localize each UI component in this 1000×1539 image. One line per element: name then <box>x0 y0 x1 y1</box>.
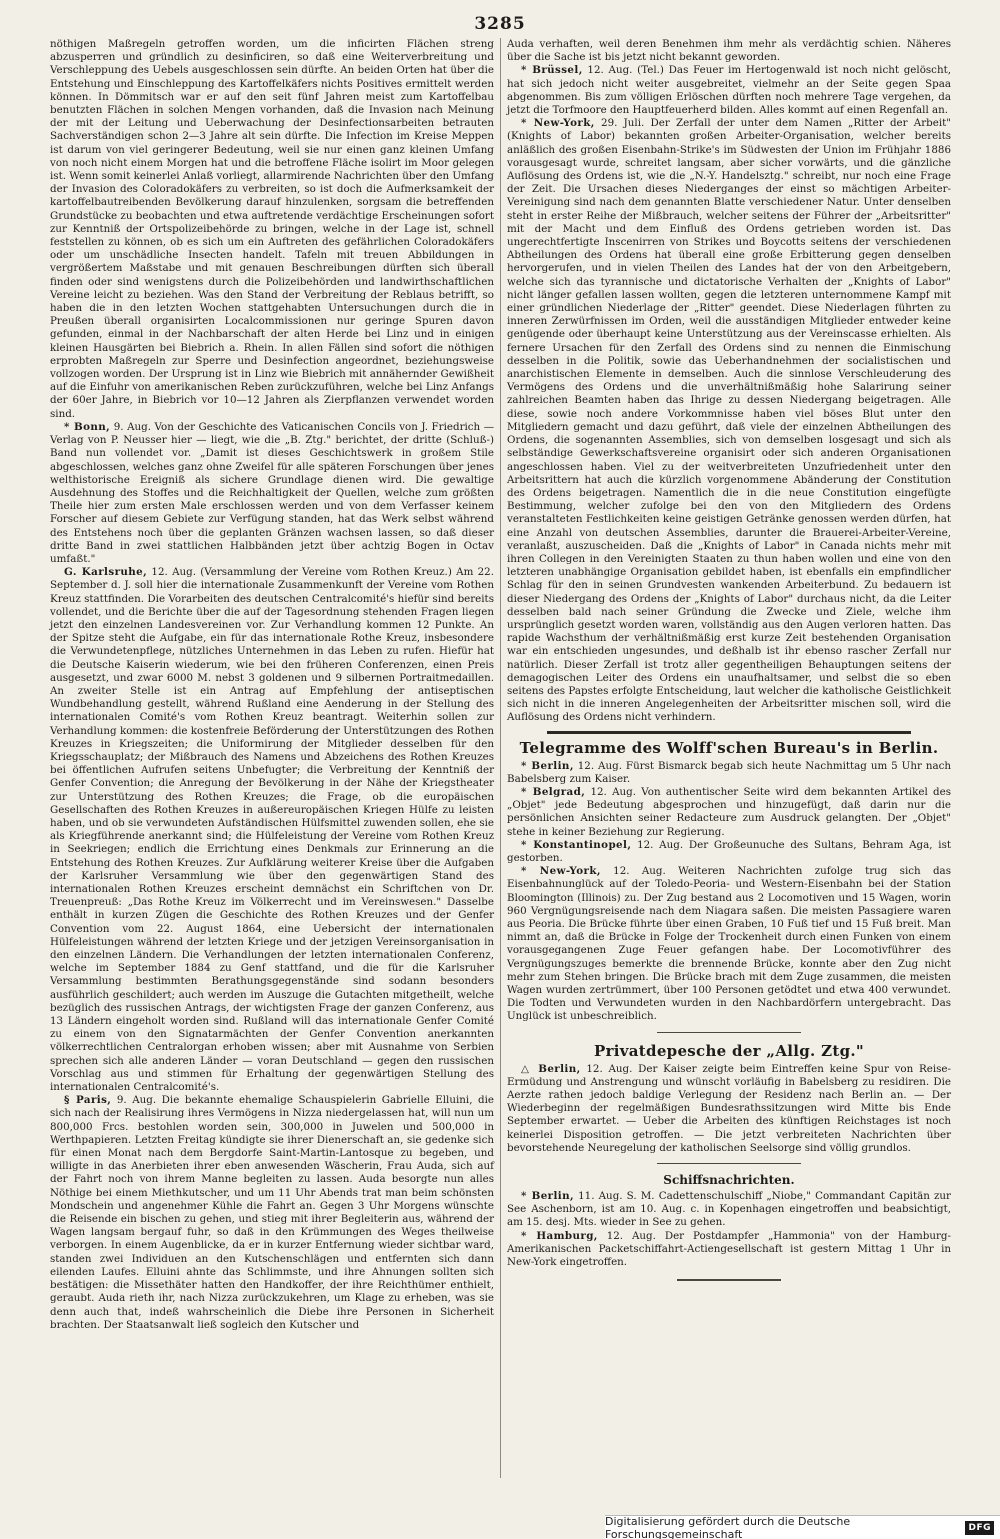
article-paris-text: 9. Aug. Die bekannte ehemalige Schauspielerin Gabrielle Elluini, die sich nach der Realisirung ihres Vermögens in Nizza niedergelassen hat, will nun um 800,000 Frcs. bestohlen worden sein, 300,000 in Juwelen und 500,000 in Werthpapieren. Letzten Freitag kündigte sie ihrer Dienerschaft an, sie gedenke sich für einen Monat nach dem Bergdorfe Saint-Martin-Lantosque zu begeben, und willigte in das Anerbieten ihrer eben anwesenden Wäscherin, Frau Auda, sich auf der Fahrt noch von ihrem Manne begleiten zu lassen. Auda besorgte nun alles Nöthige bei einem Miethkutscher, und um 11 Uhr Abends trat man beim schönsten Mondschein und angenehmer Kühle die Fahrt an. Gegen 3 Uhr Morgens wünschte die Reisende ein bischen zu gehen, und stieg mit ihrer Begleiterin aus, während der Wagen langsam bergauf fuhr, so daß in den Krümmungen des Weges theilweise verborgen. In einem Augenblicke, da er in kurzer Entfernung wieder sichtbar ward, standen zwei Individuen an den Kutschenschlägen und entfernten sich dann eilenden Laufes. Elluini ahnte das Schlimmste, und ihre Ahnungen sollten sich bestätigen: die Missethäter hatten den Handkoffer, der ihre Reichthümer enthielt, geraubt. Auda rieth ihr, nach Nizza zurückzukehren, um Klage zu erheben, was sie denn auch that, indeß wahrscheinlich die Diebe ihre Personen in Sicherheit brachten. Der Staatsanwalt ließ sogleich den Kutscher und <box>50 1094 494 1331</box>
article-newyork-text: 29. Juli. Der Zerfall der unter dem Namen „Ritter der Arbeit" (Knights of Labor) bekannten großen Arbeiter-Organisation, welcher bereits anläßlich des großen Eisenbahn-Strike's im Südwesten der Union im Frühjahr 1886 vorausgesagt wurde, schreitet langsam, aber sicher vorwärts, und die gänzliche Auflösung des Ordens ist, wie die „N.-Y. Handelsztg." schreibt, nur noch eine Frage der Zeit. Die Ursachen dieses Niederganges der einst so mächtigen Arbeiter-Vereinigung sind nach dem genannten Blatte verschiedener Natur. Unter denselben steht in erster Reihe der Mißbrauch, welcher seitens der Führer der „Arbeitsritter" mit der Macht und dem Einfluß des Ordens getrieben worden ist. Das ungerechtfertigte Inscenirren von Strikes und Boycotts seitens der verschiedenen Abtheilungen des Ordens hat überall eine große Erbitterung gegen denselben hervorgerufen, und in vielen Theilen des Landes hat der von den Arbeitgebern, welche sich das tyrannische und dictatorische Verhalten der „Knights of Labor" nicht länger gefallen lassen wollten, gegen die letzteren unternommene Kampf mit einer gründlichen Niederlage der „Ritter" geendet. Diese Niederlagen führten zu inneren Zerwürfnissen im Orden, weil die ausständigen Mitglieder entweder keine genügende oder überhaupt keine Unterstützung aus der Vereinscasse erhielten. Als fernere Ursachen für den Zerfall des Ordens sind zu nennen die Einmischung desselben in die Politik, sowie das Ueberhandnehmen der socialistischen und anarchistischen Elemente in demselben. Auch die sinnlose Verschleuderung des Vermögens des Ordens und die unverhältnißmäßig hohe Salarirung seiner zahlreichen Beamten haben das Ihrige zu dessen Niedergang beigetragen. Alle diese, sowie noch andere Vorkommnisse haben viel böses Blut unter den Mitgliedern gemacht und dazu geführt, daß viele der einzelnen Abtheilungen des Ordens, die sogenannten Assemblies, sich von demselben losgesagt und sich als selbständige Gewerkschaftsvereine organisirt oder sich anderen Organisationen angeschlossen haben. Viel zu der weitverbreiteten Unzufriedenheit unter den Arbeitsrittern hat auch die kürzlich vorgenommene Abänderung der Constitution des Ordens beigetragen. Namentlich die in die neue Constitution eingefügte Bestimmung, welcher zufolge bei den von den Mitgliedern des Ordens veranstalteten Festlichkeiten keine geistigen Getränke genossen werden dürfen, hat eine Anzahl von deutschen Assemblies, darunter die Brauerei-Arbeiter-Vereine, veranlaßt, auszuscheiden. Daß die „Knights of Labor" in Canada nichts mehr mit ihren Collegen in den Vereinigten Staaten zu thun haben wollen und eine von den letzteren unabhängige Organisation gebildet haben, ist ebenfalls ein empfindlicher Schlag für den in seinen Grundvesten wankenden Arbeiterbund. Zu bedauern ist dieser Niedergang des Ordens der „Knights of Labor" durchaus nicht, da die Leiter desselben bald nach seiner Gründung die Zwecke und Ziele, welche ihm ursprünglich gesetzt worden waren, vollständig aus den Augen verloren hatten. Das rapide Wachsthum der verhältnißmäßig erst kurze Zeit bestehenden Organisation war ein entschieden ungesundes, und deßhalb ist ihr ebenso rascher Zerfall nur natürlich. Dieser Zerfall ist trotz aller gegentheiligen Behauptungen seitens der demagogischen Leiter des Ordens ein unaufhaltsamer, und selbst die so eben seitens des Papstes erfolgte Entscheidung, laut welcher die katholische Geistlichkeit sich nicht in die inneren Angelegenheiten der Arbeitsritter mischen soll, wird die Auflösung des Ordens nicht verhindern. <box>507 117 951 724</box>
ship-hamburg <box>507 1230 951 1270</box>
left-column <box>50 38 494 1332</box>
dispatch-berlin-text: 12. Aug. Der Kaiser zeigte beim Eintreffen keine Spur von Reise-Ermüdung und Anstrengung und wünscht vorläufig in Babelsberg zu residiren. Die Aerzte rathen jedoch baldige Verlegung der Residenz nach Berlin an. — Der Wiederbeginn der regelmäßigen Bundesrathssitzungen wird Mitte bis Ende September erwartet. — Ueber die Arbeiten des künftigen Reichstages ist noch keinerlei Disposition getroffen. — Die jetzt verbreiteten Nachrichten über bevorstehende Neuregelung der katholischen Seelsorge sind völlig grundlos. <box>507 1062 951 1154</box>
article-karlsruhe-text: 12. Aug. (Versammlung der Vereine vom Rothen Kreuz.) Am 22. September d. J. soll hier die internationale Zusammenkunft der Vereine vom Rothen Kreuz stattfinden. Die Vorarbeiten des deutschen Centralcomité's hiefür sind bereits vollendet, und die Berichte über die auf der Tagesordnung stehenden Fragen liegen jetzt den einzelnen Landesvereinen vor. Zur Verhandlung kommen 12 Punkte. An der Spitze steht die Aufgabe, ein für das internationale Rothe Kreuz, insbesondere die Verwundetenpflege, nützliches Unternehmen in das Leben zu rufen. Hiefür hat die Deutsche Kaiserin wiederum, wie bei den früheren Conferenzen, einen Preis ausgesetzt, und zwar 6000 M. nebst 3 goldenen und 9 silbernen Portraitmedaillen. An zweiter Stelle ist ein Antrag auf Empfehlung der antiseptischen Wundbehandlung gestellt, während Rußland eine Aenderung in der Stellung des internationalen Comité's vom Rothen Kreuz beantragt. Weiterhin sollen zur Verhandlung kommen: die kostenfreie Beförderung der Unterstützungen des Rothen Kreuzes in Kriegszeiten; die Uniformirung der Mitglieder desselben für den Kriegsschauplatz; der Mißbrauch des Namens und Abzeichens des Rothen Kreuzes bei öffentlichen Aufrufen seitens Unbefugter; die Verbreitung der Kenntniß der Genfer Convention; die Anregung der Bevölkerung in der Nähe der Kriegstheater zur Unterstützung des Rothen Kreuzes; die Frage, ob die europäischen Gesellschaften des Rothen Kreuzes in außereuropäischen Kriegen Hülfe zu leisten haben, und ob sie verwundeten Aufständischen Hülfsmittel zuwenden sollen, ehe sie als Kriegführende anerkannt sind; die Hülfeleistung der Vereine vom Rothen Kreuz in Seekriegen; endlich die Errichtung eines Denkmals zur Erinnerung an die Entstehung des Rothen Kreuzes. Zur Aufklärung weiterer Kreise über die Aufgaben der Karlsruher Versammlung wie über den gegenwärtigen Stand des internationalen Rothen Kreuzes erscheint demnächst ein Schriftchen von Dr. Treuenpreuß: „Das Rothe Kreuz im Völkerrecht und im Vereinswesen." Dasselbe enthält in kurzen Zügen die Geschichte des Rothen Kreuzes und der Genfer Convention vom 22. August 1864, eine Uebersicht der internationalen Hülfeleistungen während der letzten Kriege und der jetzigen Vereinsorganisation in den einzelnen Ländern. Die Verhandlungen der letzten internationalen Conferenz, welche im September 1884 zu Genf stattfand, und die für die Karlsruher Versammlung bestimmten Berathungsgegenstände sind sodann besonders ausführlich geschildert; auch werden im Auszuge die Gutachten mitgetheilt, welche bezüglich des russischen Antrags, der wichtigsten Frage der ganzen Conferenz, aus 13 Ländern eingeholt worden sind. Rußland will das internationale Genfer Comité zu einem von den Signatarmächten der Genfer Convention anerkannten völkerrechtlichen Centralorgan erhoben wissen; aber mit Ausnahme von Serbien sprechen sich alle anderen Länder — voran Deutschland — gegen den russischen Vorschlag aus und stimmen für Erhaltung der gegenwärtigen Stellung des internationalen Centralcomité's. <box>50 566 494 1094</box>
end-rule <box>677 1279 781 1281</box>
ship-hamburg-text: 12. Aug. Der Postdampfer „Hammonia" von der Hamburg-Amerikanischen Packetschiffahrt-Actiengesellschaft ist gestern Mittag 1 Uhr in New-York eingetroffen. <box>507 1229 951 1269</box>
telegram-konstantinopel-text: 12. Aug. Der Großeunuche des Sultans, Behram Aga, ist gestorben. <box>507 838 952 864</box>
dateline-berlin-private: △ Berlin, <box>521 1062 581 1075</box>
dateline-bruessel: * Brüssel, <box>521 64 583 77</box>
article-karlsruhe <box>50 566 494 1094</box>
article-potato-beetle: nöthigen Maßregeln getroffen worden, um die inficirten Flächen streng abzusperren und gründlich zu desinficiren, so daß eine Weiterverbreitung und Verschleppung des Uebels ausgeschlossen sein dürfte. An beiden Orten hat über die Entstehung und Einschleppung des Kartoffelkäfers nichts Positives ermittelt werden können. In Dömmitsch war er auf den seit fünf Jahren meist zum Kartoffelbau benutzten Flächen in solchen Mengen vorhanden, daß die Invasion nach Meinung der mit der Leitung und Ueberwachung der Desinfectionsarbeiten betrauten Sachverständigen schon 2—3 Jahre alt sein dürfte. Die Infection im Kreise Meppen ist darum von viel geringerer Bedeutung, weil sie nur einen ganz kleinen Umfang von noch nicht einem Morgen hat und die betroffene Fläche isolirt im Moor gelegen ist. Wenn somit keinerlei Anlaß vorliegt, allarmirende Nachrichten über den Umfang der Invasion des Coloradokäfers zu verbreiten, so ist doch die Aufmerksamkeit der kartoffelbautreibenden Bevölkerung darauf hinzulenken, sorgsam die betreffenden Grundstücke zu beobachten und etwa auftretende verdächtige Erscheinungen sofort zur Kenntniß der Ortspolizeibehörde zu bringen, welche in der Lage ist, schnell feststellen zu können, ob es sich um ein Auftreten des gefährlichen Coloradokäfers oder um unschädliche Insecten handelt. Tafeln mit treuen Abbildungen in vergrößertem Maßstabe und mit genauen Beschreibungen dürften sich überall finden oder sind wenigstens durch die Polizeibehörden und landwirthschaftlichen Vereine leicht zu beziehen. Was den Stand der Verbreitung der Reblaus betrifft, so haben die in den letzten Wochen stattgehabten Untersuchungen durch die in Preußen überall organisirten Localcommissionen nur geringe Spuren davon gefunden, einmal in der Nachbarschaft der alten Herde bei Linz und in einigen kleinen Hausgärten bei Biebrich a. Rhein. In allen Fällen sind sofort die nöthigen erprobten Maßregeln zur Sperre und Desinfection angeordnet, beziehungsweise vollzogen worden. Der Ursprung ist in Linz wie Biebrich mit annähernder Gewißheit auf die Einfuhr von amerikanischen Reben zurückzuführen, welche bei Linz Anfangs der 60er Jahre, in Biebrich vor 10—12 Jahren als Zierpflanzen verwendet worden sind. <box>50 38 494 420</box>
telegram-belgrad <box>507 786 951 839</box>
page-number: 3285 <box>474 14 526 34</box>
dateline-newyork: * New-York, <box>521 117 595 130</box>
section-rule-short-2 <box>657 1163 801 1164</box>
article-bruessel <box>507 64 951 117</box>
telegram-newyork <box>507 865 951 1023</box>
telegram-berlin <box>507 760 951 786</box>
dateline-paris: § Paris, <box>64 1094 112 1107</box>
dateline-berlin-ship: * Berlin, <box>521 1190 574 1203</box>
column-divider <box>500 38 501 1478</box>
dateline-konstantinopel: * Konstantinopel, <box>521 838 632 851</box>
dateline-hamburg: * Hamburg, <box>521 1229 598 1242</box>
dispatch-berlin <box>507 1063 951 1155</box>
ship-berlin <box>507 1190 951 1230</box>
dateline-karlsruhe: G. Karlsruhe, <box>64 566 148 579</box>
footer-text: Digitalisierung gefördert durch die Deutsche Forschungsgemeinschaft <box>605 1514 851 1539</box>
telegram-berlin-text: 12. Aug. Fürst Bismarck begab sich heute Nachmittag um 5 Uhr nach Babelsberg zum Kaiser. <box>507 759 951 785</box>
telegram-newyork-text: 12. Aug. Weiteren Nachrichten zufolge trug sich das Eisenbahnunglück auf der Toledo-Peoria- und Western-Eisenbahn bei der Station Bloomington (Illinois) zu. Der Zug bestand aus 2 Locomotiven und 15 Wagen, worin 960 Vergnügungsreisende nach dem Niagara saßen. Die meisten Passagiere waren aus Peoria. Die Brücke führte über einen Graben, 10 Fuß tief und 15 Fuß breit. Man nimmt an, daß die Brücke in Folge der Trockenheit durch einen Funken von einem vorausgegangenen Zuge Feuer gefangen habe. Der Locomotivführer des Vergnügungszuges bemerkte die brennende Brücke, konnte aber den Zug nicht mehr zum Stehen bringen. Die Brücke brach mit dem Zuge zusammen, die meisten Wagen wurden zertrümmert, über 100 Personen getödtet und etwa 400 verwundet. Die Todten und Verwundeten wurden in den Nachbardörfern untergebracht. Das Unglück ist unbeschreiblich. <box>507 865 951 1023</box>
telegram-konstantinopel <box>507 839 951 865</box>
section-title-privatdepesche: Privatdepesche der „Allg. Ztg." <box>593 1041 864 1060</box>
section-title-schiffsnachrichten: Schiffsnachrichten. <box>663 1173 795 1188</box>
article-bonn-text: 9. Aug. Von der Geschichte des Vaticanischen Concils von J. Friedrich — Verlag von P. Neusser hier — liegt, wie die „B. Ztg." berichtet, der dritte (Schluß-) Band nun vollendet vor. „Damit ist dieses Geschichtswerk in großem Stile abgeschlossen, welches ganz ohne Zweifel für alle späteren Forschungen über jenes welthistorische Ereigniß als sichere Grundlage dienen wird. Die gewaltige Ausdehnung des Stoffes und die Reichhaltigkeit der Quellen, welche zum größten Theile hier zum ersten Male erschlossen werden und von dem Verfasser keinem Forscher auf diesem Gebiete zur Verfügung standen, hat das Werk selbst während des Entstehens noch über die geplanten Gränzen wachsen lassen, so daß dieser dritte Band in zwei stattlichen Halbbänden jetzt über achtzig Bogen in Octav umfaßt." <box>50 420 495 565</box>
article-newyork <box>507 117 951 724</box>
ship-berlin-text: 11. Aug. S. M. Cadettenschulschiff „Niobe," Commandant Capitän zur See Aschenborn, ist am 10. Aug. c. in Kopenhagen eingetroffen und beabsichtigt, am 15. desj. Mts. wieder in See zu gehen. <box>507 1190 951 1229</box>
dateline-belgrad: * Belgrad, <box>521 785 586 798</box>
section-rule <box>547 731 911 734</box>
digitization-footer <box>605 1515 1000 1539</box>
dateline-newyork-2: * New-York, <box>521 865 601 878</box>
article-paris-continued: Auda verhaften, weil deren Benehmen ihm mehr als verdächtig schien. Näheres über die Sache ist bis jetzt nicht bekannt geworden. <box>507 38 951 64</box>
article-paris <box>50 1094 494 1332</box>
section-rule-short <box>657 1032 801 1033</box>
article-bonn <box>50 421 494 566</box>
telegram-belgrad-text: 12. Aug. Von authentischer Seite wird dem bekannten Artikel des „Objet" jede Bedeutung abgesprochen und hinzugefügt, daß darin nur die persönlichen Ansichten seiner Redacteure zum Ausdruck gelangten. Der „Objet" stehe in keiner Beziehung zur Regierung. <box>507 785 951 838</box>
right-column <box>507 38 951 1281</box>
section-title-telegramme: Telegramme des Wolff'schen Bureau's in Berlin. <box>519 738 939 757</box>
dateline-berlin: * Berlin, <box>521 759 574 772</box>
dfg-logo: DFG <box>965 1521 994 1535</box>
article-bruessel-text: 12. Aug. (Tel.) Das Feuer im Hertogenwald ist noch nicht gelöscht, hat sich jedoch nicht weiter ausgebreitet, vielmehr an der Seite gegen Spaa abgenommen. Bis zum völligen Erlöschen dürften noch mehrere Tage vergehen, da jetzt die Torfmoore den Hauptfeuerherd bilden. Alles kommt auf einen Regenfall an. <box>507 64 951 117</box>
dateline-bonn: * Bonn, <box>64 420 111 433</box>
